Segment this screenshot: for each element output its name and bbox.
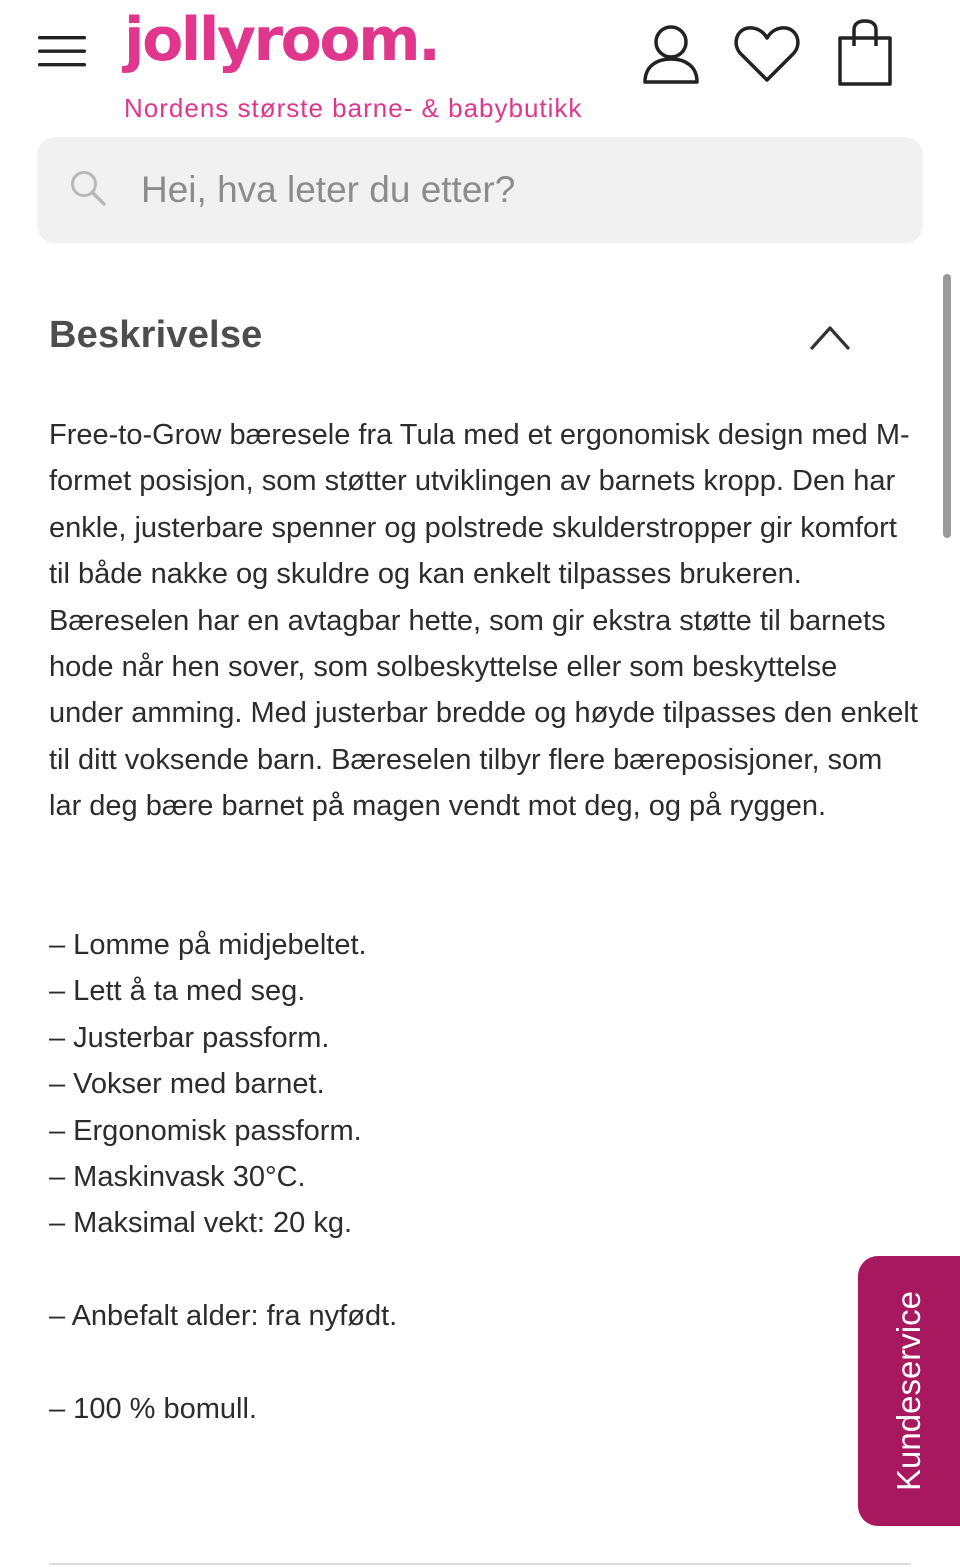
- material: – 100 % bomull.: [49, 1393, 257, 1425]
- heart-icon[interactable]: [733, 22, 801, 91]
- chevron-up-icon[interactable]: [809, 322, 851, 357]
- list-item: – Lett å ta med seg.: [49, 975, 306, 1008]
- search-input[interactable]: [141, 161, 881, 219]
- customer-service-button[interactable]: [858, 1256, 960, 1526]
- feature-list: [49, 922, 367, 1247]
- description-accordion-header[interactable]: [49, 300, 869, 376]
- hamburger-menu-icon[interactable]: [38, 34, 86, 70]
- description-text: Free-to-Grow bæresele fra Tula med et ergonomisk design med M-formet posisjon, som støtter utviklingen av barnets kropp. Den har enkle, justerbare spenner og polstrede skulderstropper gir komfort til både nakke og skuldre og kan enkelt tilpasses brukeren. Bæreselen har en avtagbar hette, som gir ekstra støtte til barnets hode når hen sover, som solbeskyttelse eller som beskyttelse under amming. Med justerbar bredde og høyde tilpasses den enkelt til ditt voksende barn. Bæreselen tilbyr flere bæreposisjoner, som lar deg bære barnet på magen vendt mot deg, og på ryggen.: [49, 419, 918, 823]
- search-icon[interactable]: [69, 169, 109, 214]
- user-icon[interactable]: [640, 22, 702, 91]
- list-item: – Maskinvask 30°C.: [49, 1161, 306, 1194]
- tagline: Nordens største barne- & babybutikk: [124, 93, 583, 123]
- section-divider: [49, 1563, 911, 1565]
- list-item: – Ergonomisk passform.: [49, 1114, 362, 1147]
- shopping-bag-icon[interactable]: [836, 18, 894, 93]
- description-title: Beskrivelse: [49, 314, 263, 356]
- customer-service-label: Kundeservice: [890, 1291, 927, 1491]
- list-item: – Vokser med barnet.: [49, 1068, 325, 1101]
- scrollbar[interactable]: [943, 274, 951, 538]
- list-item: – Maksimal vekt: 20 kg.: [49, 1207, 352, 1240]
- recommended-age: – Anbefalt alder: fra nyfødt.: [49, 1300, 398, 1332]
- jollyroom-logo[interactable]: jollyroom.: [124, 5, 439, 75]
- list-item: – Lomme på midjebeltet.: [49, 929, 367, 961]
- search-bar[interactable]: [37, 137, 923, 243]
- list-item: – Justerbar passform.: [49, 1021, 330, 1054]
